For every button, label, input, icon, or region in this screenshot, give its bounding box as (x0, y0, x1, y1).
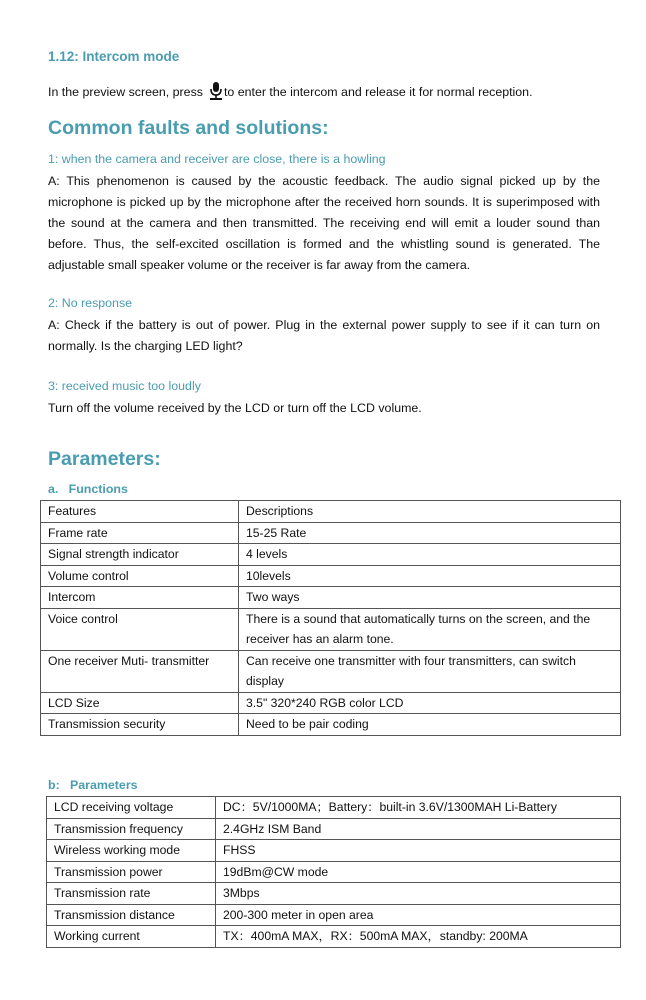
row-value-cell: 15-25 Rate (239, 522, 621, 544)
row-label-cell: Intercom (41, 587, 239, 609)
table-row (47, 904, 621, 926)
fault-1-answer: A: This phenomenon is caused by the acoustic feedback. The audio signal picked up by the microphone is picked up by the microphone after the received horn sounds. It is superimposed with the sound at the camera and then transmitted. The receiving end will emit a louder sound than before. Thus, the self-excited oscillation is formed and the whistling sound is generated. The adjustable small speaker volume or the receiver is far away from the camera. (48, 174, 600, 272)
fault-3-answer: Turn off the volume received by the LCD or turn off the LCD volume. (48, 401, 422, 415)
row-label-cell: Wireless working mode (47, 840, 216, 862)
faults-heading: Common faults and solutions: (48, 117, 329, 139)
intercom-heading: 1.12: Intercom mode (48, 49, 180, 64)
row-label-cell: Frame rate (41, 522, 239, 544)
row-label-cell: Transmission distance (47, 904, 216, 926)
table-row (41, 544, 621, 566)
row-value-cell: Two ways (239, 587, 621, 609)
row-value-cell: There is a sound that automatically turns on the screen, and the receiver has an alarm tone. (239, 608, 621, 650)
table-row (41, 501, 621, 523)
row-value-cell: Can receive one transmitter with four transmitters, can switch display (239, 650, 621, 692)
table-row (47, 818, 621, 840)
fault-3-question: 3: received music too loudly (48, 379, 201, 393)
table-row (47, 797, 621, 819)
table-row (41, 608, 621, 650)
row-value-cell: 10levels (239, 565, 621, 587)
row-value-cell: Need to be pair coding (239, 714, 621, 736)
row-value-cell: TX：400mA MAX，RX：500mA MAX，standby: 200MA (216, 926, 621, 948)
table-row (47, 883, 621, 905)
intercom-text (48, 82, 533, 100)
row-value-cell: DC：5V/1000MA；Battery：built-in 3.6V/1300MAH Li-Battery (216, 797, 621, 819)
row-label-cell: Signal strength indicator (41, 544, 239, 566)
intercom-text-before: In the preview screen, press (48, 85, 203, 99)
row-value-cell: 200-300 meter in open area (216, 904, 621, 926)
row-label-cell: Transmission frequency (47, 818, 216, 840)
row-value-cell: 3.5" 320*240 RGB color LCD (239, 692, 621, 714)
row-label-cell: Volume control (41, 565, 239, 587)
microphone-icon (209, 82, 223, 100)
table-row (47, 926, 621, 948)
row-label-cell: LCD Size (41, 692, 239, 714)
functions-table (40, 500, 621, 736)
parameters-heading: Parameters: (48, 448, 161, 470)
table-row (47, 861, 621, 883)
table-row (47, 840, 621, 862)
row-label-cell: One receiver Muti- transmitter (41, 650, 239, 692)
specs-label: b: Parameters (48, 778, 138, 792)
row-label-cell: Transmission security (41, 714, 239, 736)
fault-2-answer: A: Check if the battery is out of power. Plug in the external power supply to see if it can turn on normally. Is the charging LED light? (48, 318, 600, 353)
table-row (41, 522, 621, 544)
row-label-cell: Features (41, 501, 239, 523)
table-row (41, 565, 621, 587)
row-value-cell: Descriptions (239, 501, 621, 523)
row-label-cell: Voice control (41, 608, 239, 650)
table-row (41, 587, 621, 609)
fault-1-question: 1: when the camera and receiver are close, there is a howling (48, 152, 386, 166)
table-row (41, 692, 621, 714)
row-label-cell: Transmission rate (47, 883, 216, 905)
row-value-cell: 2.4GHz ISM Band (216, 818, 621, 840)
row-label-cell: LCD receiving voltage (47, 797, 216, 819)
row-value-cell: FHSS (216, 840, 621, 862)
row-label-cell: Working current (47, 926, 216, 948)
row-value-cell: 4 levels (239, 544, 621, 566)
specs-table (46, 796, 621, 948)
row-value-cell: 19dBm@CW mode (216, 861, 621, 883)
table-row (41, 714, 621, 736)
row-value-cell: 3Mbps (216, 883, 621, 905)
intercom-text-after: to enter the intercom and release it for normal reception. (223, 85, 533, 99)
fault-2-question: 2: No response (48, 296, 133, 310)
functions-label: a. Functions (48, 482, 128, 496)
row-label-cell: Transmission power (47, 861, 216, 883)
table-row (41, 650, 621, 692)
